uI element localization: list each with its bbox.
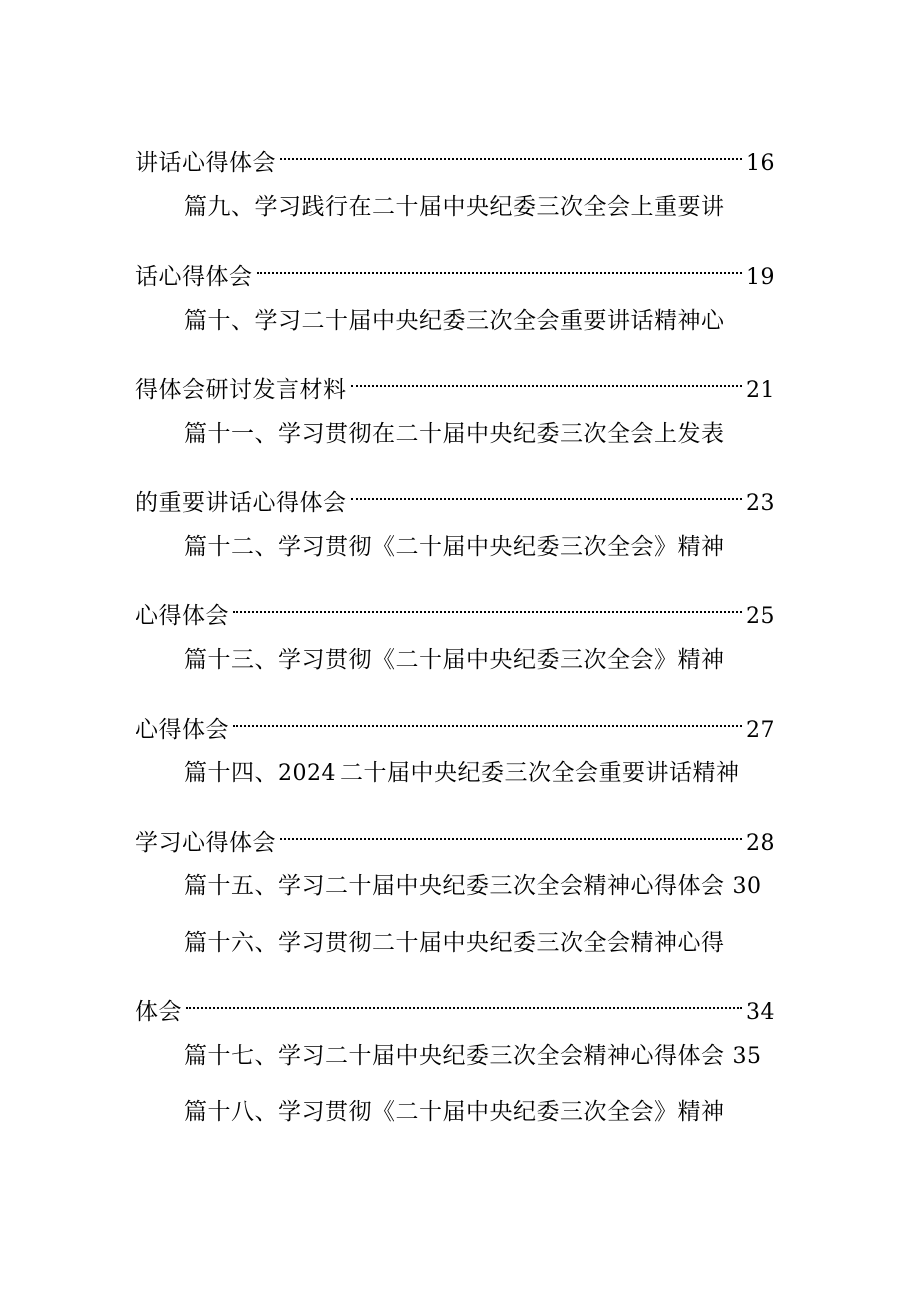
toc-entry-text: 篇十七、学习二十届中央纪委三次全会精神心得体会: [184, 1043, 725, 1069]
toc-entry-heading[interactable]: [184, 527, 784, 567]
toc-entry-text: 篇十三、学习贯彻《二十届中央纪委三次全会》精神: [184, 647, 725, 673]
toc-entry-continuation[interactable]: [135, 979, 775, 1025]
toc-entry-text: 讲话心得体会: [135, 150, 276, 176]
toc-entry-continuation[interactable]: [135, 357, 775, 403]
toc-leader-dots: [186, 979, 742, 1019]
toc-page-number: 35: [732, 1044, 762, 1069]
toc-page-number: 27: [746, 718, 775, 743]
toc-leader-dots: [233, 583, 742, 623]
toc-leader-dots: [280, 130, 742, 170]
toc-leader-dots: [280, 810, 742, 850]
toc-entry-text: 篇十二、学习贯彻《二十届中央纪委三次全会》精神: [184, 534, 725, 560]
toc-entry-prefix: 篇十四、: [184, 760, 278, 786]
toc-entry-continuation[interactable]: [135, 583, 775, 629]
toc-entry-inline[interactable]: [184, 866, 784, 906]
toc-entry-heading[interactable]: [184, 301, 784, 341]
toc-page-number: 16: [746, 151, 775, 176]
toc-entry-heading[interactable]: [184, 640, 784, 680]
toc-entry-text: 心得体会: [135, 717, 229, 743]
toc-entry-text: 学习心得体会: [135, 830, 276, 856]
toc-entry-text: 得体会研讨发言材料: [135, 377, 347, 403]
toc-entry-inline[interactable]: [184, 1036, 784, 1076]
toc-entry-text: 篇十八、学习贯彻《二十届中央纪委三次全会》精神: [184, 1099, 725, 1125]
toc-page-number: 21: [746, 378, 775, 403]
toc-leader-dots: [257, 244, 743, 284]
toc-page-number: 28: [746, 831, 775, 856]
toc-entry-continuation[interactable]: [135, 810, 775, 856]
toc-entry-text: 心得体会: [135, 603, 229, 629]
toc-entry-suffix: 二十届中央纪委三次全会重要讲话精神: [340, 760, 740, 786]
toc-entry-continuation[interactable]: [135, 697, 775, 743]
toc-leader-dots: [351, 357, 743, 397]
toc-entry-text: 体会: [135, 999, 182, 1025]
toc-entry-heading[interactable]: [184, 753, 784, 793]
toc-entry-heading[interactable]: [184, 414, 784, 454]
toc-leader-dots: [351, 470, 743, 510]
toc-leader-dots: [233, 697, 742, 737]
toc-entry-text: 的重要讲话心得体会: [135, 490, 347, 516]
toc-entry-year: 2024: [278, 761, 336, 786]
toc-entry-text: 篇九、学习践行在二十届中央纪委三次全会上重要讲: [184, 194, 725, 220]
toc-page-number: 23: [746, 491, 775, 516]
toc-page-number: 25: [746, 604, 775, 629]
toc-page-number: 30: [732, 874, 762, 899]
toc-entry-text: 篇十、学习二十届中央纪委三次全会重要讲话精神心: [184, 308, 725, 334]
toc-page-number: 34: [746, 1000, 775, 1025]
toc-entry-text: 篇十五、学习二十届中央纪委三次全会精神心得体会: [184, 873, 725, 899]
toc-entry-continuation[interactable]: [135, 244, 775, 290]
toc-page-number: 19: [746, 265, 775, 290]
toc-entry-text: 篇十六、学习贯彻二十届中央纪委三次全会精神心得: [184, 930, 725, 956]
toc-entry-heading[interactable]: [184, 923, 784, 963]
toc-entry-text: 篇十一、学习贯彻在二十届中央纪委三次全会上发表: [184, 421, 725, 447]
toc-entry-heading[interactable]: [184, 187, 784, 227]
toc-entry-continuation[interactable]: [135, 470, 775, 516]
toc-entry-heading[interactable]: [184, 1092, 784, 1132]
toc-entry-text: 话心得体会: [135, 264, 253, 290]
toc-entry-continuation[interactable]: [135, 130, 775, 176]
